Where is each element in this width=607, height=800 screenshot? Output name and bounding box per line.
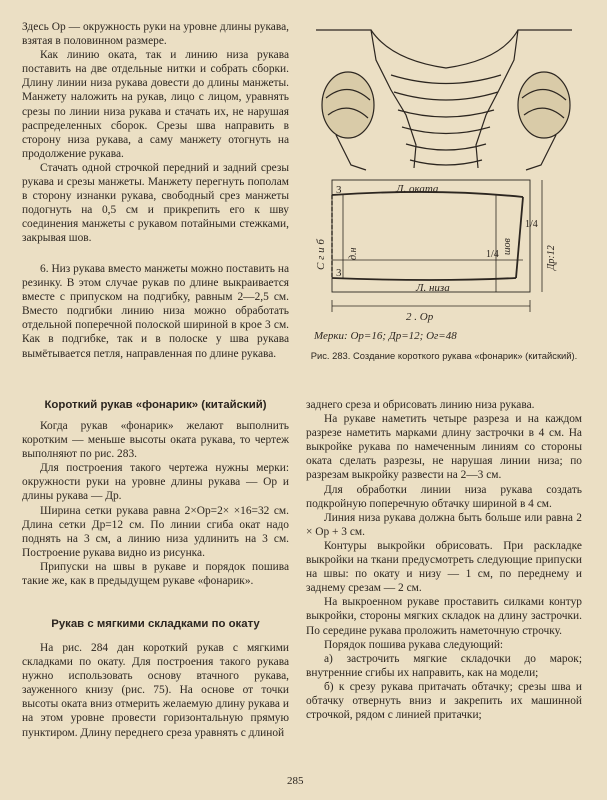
paragraph: а) застрочить мягкие складочки до марок; внутренние сгибы их направить, как на модели; [306, 652, 582, 679]
paragraph: 6. Низ рукава вместо манжеты можно поставить на резинку. В этом случае рукав по длине выкраивается вместе с припуском на подгибку, равным 2—2,5 см. Вместо подгибки линию низа можно обработать отдельной поперечной полоской шириной в крое 3 см. Как в подгибке, так и в полоске у шва рукава вымётывается петля, направленная по длине рукава. [22, 263, 289, 360]
paragraph: Когда рукав «фонарик» желают выполнить коротким — меньше высоты оката рукава, то чертеж выполняют по рис. 283. [22, 420, 289, 461]
figure-caption: Рис. 283. Создание короткого рукава «фонарик» (китайский). [310, 350, 578, 361]
label-niz: Л. низа [416, 282, 450, 294]
mannequin-illustration [316, 30, 572, 170]
left-column-top [22, 20, 289, 246]
paragraph: Здесь Ор — окружность руки на уровне длины рукава, взятая в половинном размере. [22, 21, 289, 48]
paragraph: заднего среза и обрисовать линию низа рукава. [306, 399, 535, 411]
paragraph: Стачать одной строчкой передний и задний срезы рукава и срезы манжеты. Манжету перегнуть пополам в сторону изнанки рукава, свободный срез манжеты подогнуть на 0,5 см и прикрепить его к шву соединения манжеты с рукавом потайными стежками, закрывая шов. [22, 161, 289, 245]
paragraph: Для обработки линии низа рукава создать подкройную поперечную обтачку шириной в 4 см. [306, 483, 582, 510]
figure-drawing [296, 20, 594, 350]
label-shov: шов [502, 238, 513, 255]
label-okat: Л. оката [396, 183, 439, 195]
section-heading-soft-pleats: Рукав с мягкими складками по окату [51, 618, 260, 630]
section-heading-fonarik: Короткий рукав «фонарик» (китайский) [44, 399, 267, 411]
paragraph: б) к срезу рукава притачать обтачку; срезы шва и обтачку отвернуть вниз и закрепить их машинной строчкой, рядом с линией притачки; [306, 680, 582, 722]
label-quarter-right: 1/4 [525, 219, 538, 230]
label-3-top: 3 [336, 184, 342, 196]
label-3-bottom: 3 [336, 267, 342, 279]
paragraph: Контуры выкройки обрисовать. При раскладке выкройки на ткани предусмотреть следующие припуски на швы: по окату и низу — 1 см, по переднему и заднему срезам — 2 см. [306, 539, 582, 595]
left-column-fonarik [22, 419, 289, 588]
label-dr: Др:12 [546, 245, 557, 270]
paragraph: Для построения такого чертежа нужны мерки: окружности руки на уровне длины рукава — Ор и длины рукава — Др. [22, 462, 289, 503]
label-width: 2 . Ор [406, 311, 434, 323]
paragraph: Линия низа рукава должна быть больше или равна 2 × Ор + 3 см. [306, 511, 582, 538]
paragraph: Ширина сетки рукава равна 2×Ор=2× ×16=32 см. Длина сетки Др=12 см. По линии сгиба окат надо поднять на 3 см, а линию низа удлинить на 3 см. Построение рукава видно из рисунка. [22, 504, 289, 559]
paragraph: Припуски на швы в рукаве и порядок пошива такие же, как в предыдущем рукаве «фонарик». [22, 560, 289, 588]
measurements: Мерки: Ор=16; Др=12; Ог=48 [314, 330, 457, 342]
right-column [306, 398, 582, 722]
label-quarter-bottom: 1/4 [486, 249, 499, 260]
paragraph: Как линию оката, так и линию низа рукава поставить на две отдельные нитки и собрать сборки. Длину линии низа рукава довести до длины манжеты. Манжету наложить на рукав, лицо с лицом, уравнять срезы по линии низа рукава и стачать их, не нарушая распределенных сборок. Срезы шва направить в сторону низа рукава, а саму манжету отогнуть на продолжение рукава. [22, 49, 289, 160]
paragraph: На выкроенном рукаве проставить силками контур выкройки, стороны мягких складок на длину застрочки. По середине рукава проложить наметочную строчку. [306, 596, 582, 637]
left-column-soft [22, 641, 289, 740]
paragraph: На рукаве наметить четыре разреза и на каждом разрезе наметить марками длину застрочки в 4 см. На выкройке рукава по намеченным линиям со стороны оката сделать разрезы, не нарушая линии низа; по разрезам выкройку развести на 2—3 см. [306, 413, 582, 482]
label-sgib: С г и б [315, 239, 327, 270]
label-dn: д.н [348, 247, 359, 260]
paragraph: Порядок пошива рукава следующий: [324, 638, 504, 651]
paragraph: На рис. 284 дан короткий рукав с мягкими складками по окату. Для построения такого рукава нужно использовать основу втачного рукава, зауженного книзу (рис. 75). На основе от точки высоты оката вниз отмерить желаемую длину рукава и на этом уровне провести горизонтальную прямую пунктиром. Длину переднего среза уравнять с длиной [22, 642, 289, 739]
figure-283 [296, 20, 594, 380]
left-column-mid [22, 262, 289, 361]
page-number: 285 [287, 775, 304, 787]
